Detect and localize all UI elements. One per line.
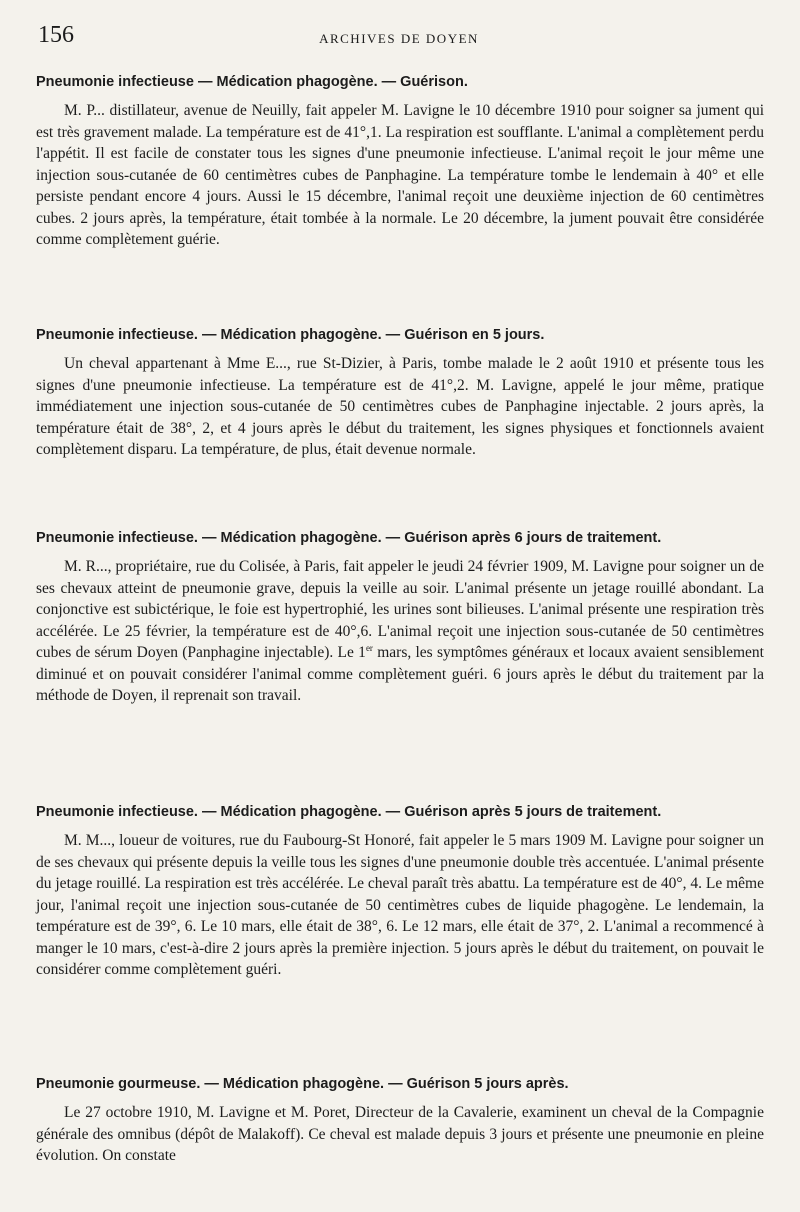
case-title: Pneumonie infectieuse. — Médication phagogène. — Guérison après 5 jours de traitement. bbox=[36, 804, 662, 820]
case-2 bbox=[36, 325, 764, 461]
case-1 bbox=[36, 72, 764, 251]
case-title: Pneumonie infectieuse — Médication phagogène. — Guérison. bbox=[36, 74, 468, 90]
case-3 bbox=[36, 528, 764, 707]
case-text bbox=[36, 556, 764, 707]
case-4 bbox=[36, 802, 764, 981]
page-number: 156 bbox=[38, 22, 74, 48]
running-title: ARCHIVES DE DOYEN bbox=[319, 31, 479, 46]
case-5 bbox=[36, 1074, 764, 1167]
case-text: Le 27 octobre 1910, M. Lavigne et M. Poret, Directeur de la Cavalerie, examinent un cheval de la Compagnie générale des omnibus (dépôt de Malakoff). Ce cheval est malade depuis 3 jours et présente une pneumonie en pleine évolution. On constate bbox=[36, 1104, 764, 1164]
ordinal-suffix: er bbox=[365, 642, 373, 653]
case-text: M. M..., loueur de voitures, rue du Faubourg-St Honoré, fait appeler le 5 mars 1909 M. Lavigne pour soigner un de ses chevaux qui présente depuis la veille tous les signes d'une pneumonie double très accentuée. L'animal présente du jetage rouillé. La respiration est très accélérée. Le cheval paraît très abattu. La température est de 40°, 4. Le même jour, l'animal reçoit une injection sous-cutanée de 50 centimètres cubes de liquide phagogène. Le lendemain, la température est de 39°, 6. Le 10 mars, elle était de 38°, 6. Le 12 mars, elle était de 37°, 2. L'animal a recommencé à manger le 10 mars, c'est-à-dire 2 jours après la première injection. 5 jours après le début du traitement, on pouvait le considérer comme complètement guéri. bbox=[36, 832, 764, 978]
case-text-part: M. R..., propriétaire, rue du Colisée, à Paris, fait appeler le jeudi 24 février 1909, M. Lavigne pour soigner un de ses chevaux atteint de pneumonie grave, depuis la veille au soir. L'animal présente un jetage rouillé abondant. La conjonctive est subictérique, le foie est hypertrophié, les urines sont bilieuses. L'animal présente une respiration très accélérée. Le 25 février, la température est de 40°,6. L'animal reçoit une injection sous-cutanée de 50 centimètres cubes de sérum Doyen (Panphagine injectable). Le 1 bbox=[36, 558, 764, 661]
case-text: Un cheval appartenant à Mme E..., rue St-Dizier, à Paris, tombe malade le 2 août 1910 et présente tous les signes d'une pneumonie infectieuse. La température est de 41°,2. M. Lavigne, appelé le jour même, pratique immédiatement une injection sous-cutanée de 50 centimètres cubes de Panphagine injectable. 2 jours après, la température était de 38°, 2, et 4 jours après le début du traitement, les signes physiques et fonctionnels avaient complètement disparu. La température, de plus, était devenue normale. bbox=[36, 355, 764, 458]
case-title: Pneumonie infectieuse. — Médication phagogène. — Guérison après 6 jours de traitement. bbox=[36, 530, 662, 546]
page-header bbox=[38, 22, 760, 52]
case-title: Pneumonie infectieuse. — Médication phagogène. — Guérison en 5 jours. bbox=[36, 327, 545, 343]
case-title: Pneumonie gourmeuse. — Médication phagogène. — Guérison 5 jours après. bbox=[36, 1076, 569, 1092]
case-text-part: mars, les symptômes généraux et locaux avaient sensiblement diminué et on pouvait considérer l'animal comme complètement guéri. 6 jours après le début du traitement par la méthode de Doyen, il reprenait son travail. bbox=[36, 644, 764, 704]
case-text: M. P... distillateur, avenue de Neuilly, fait appeler M. Lavigne le 10 décembre 1910 pour soigner sa jument qui est très gravement malade. La température est de 41°,1. La respiration est soufflante. L'animal a complètement perdu l'appétit. Il est facile de constater tous les signes d'une pneumonie infectieuse. L'animal reçoit le jour même une injection sous-cutanée de 60 centimètres cubes de Panphagine. La température tombe le lendemain à 40° et elle persiste pendant encore 4 jours. Aussi le 15 décembre, l'animal reçoit une deuxième injection de 60 centimètres cubes. 2 jours après, la température, était tombée à la normale. Le 20 décembre, la jument pouvait être considérée comme complètement guérie. bbox=[36, 102, 764, 248]
